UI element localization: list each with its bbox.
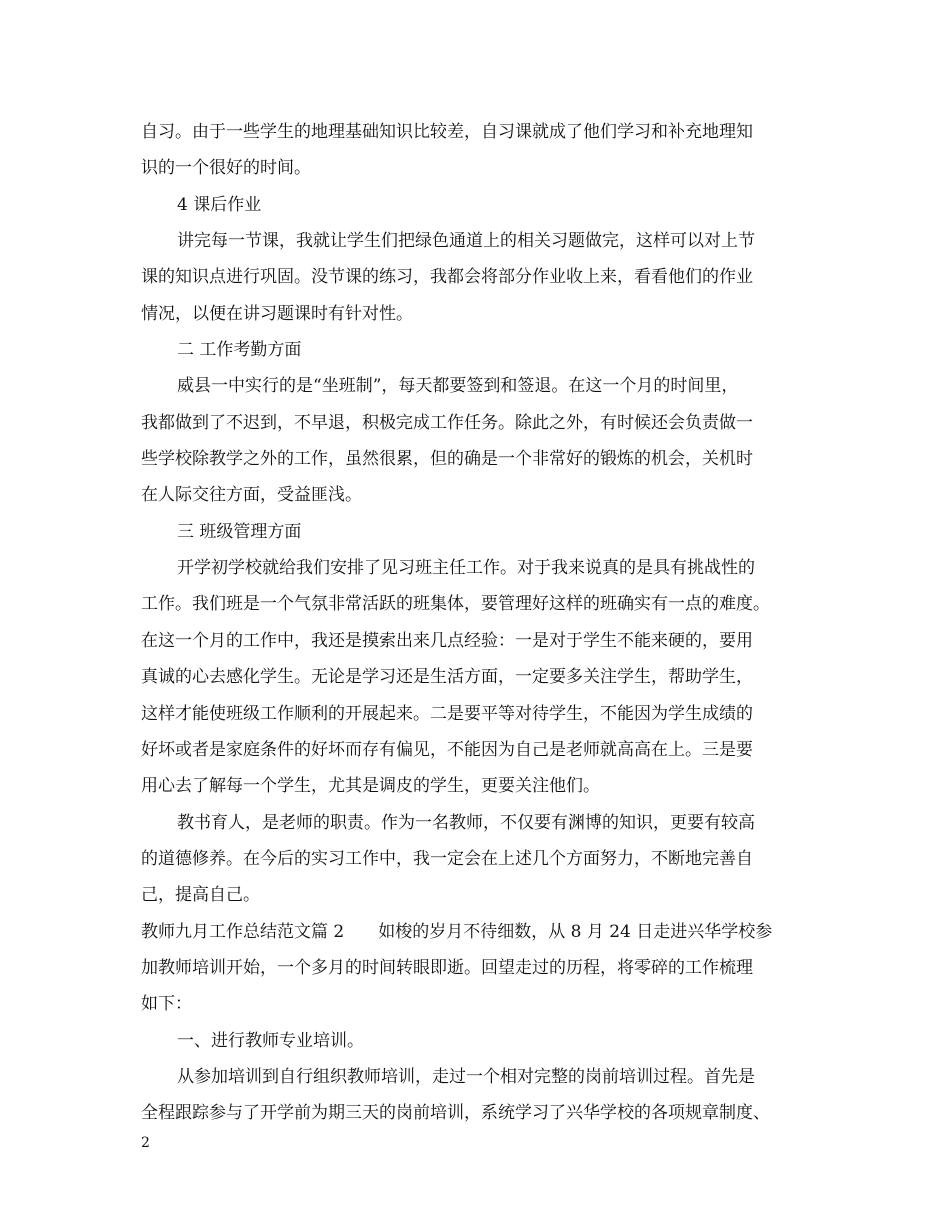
document-body	[141, 114, 821, 1132]
text-line: 情况，以便在讲习题课时有针对性。	[141, 303, 413, 324]
text-line: 从参加培训到自行组织教师培训，走过一个相对完整的岗前培训过程。首先是	[177, 1066, 755, 1087]
text-line: 三 班级管理方面	[177, 521, 302, 542]
text-line: 我都做到了不迟到，不早退，积极完成工作任务。除此之外，有时候还会负责做一	[141, 412, 753, 433]
text-line: 这样才能使班级工作顺利的开展起来。二是要平等对待学生，不能因为学生成绩的	[141, 703, 753, 724]
text-line: 如下：	[141, 994, 192, 1015]
text-line: 二 工作考勤方面	[177, 340, 302, 361]
page-number: 2	[141, 1135, 150, 1151]
text-line: 4 课后作业	[177, 194, 262, 215]
text-line: 课的知识点进行巩固。没节课的练习，我都会将部分作业收上来，看看他们的作业	[141, 267, 753, 288]
text-line: 些学校除教学之外的工作，虽然很累，但的确是一个非常好的锻炼的机会，关机时	[141, 449, 753, 470]
text-line: 教师九月工作总结范文篇 2 如梭的岁月不待细数，从 8 月 24 日走进兴华学校参	[141, 921, 773, 942]
text-line: 自习。由于一些学生的地理基础知识比较差，自习课就成了他们学习和补充地理知	[141, 122, 753, 142]
text-line: 讲完每一节课，我就让学生们把绿色通道上的相关习题做完，这样可以对上节	[177, 231, 755, 252]
text-line: 识的一个很好的时间。	[141, 158, 311, 179]
text-line: 己，提高自己。	[141, 885, 260, 906]
text-line: 真诚的心去感化学生。无论是学习还是生活方面，一定要多关注学生，帮助学生，	[141, 667, 753, 688]
text-line: 全程跟踪参与了开学前为期三天的岗前培训，系统学习了兴华学校的各项规章制度、	[141, 1103, 770, 1124]
text-line: 加教师培训开始，一个多月的时间转眼即逝。回望走过的历程，将零碎的工作梳理	[141, 957, 753, 978]
text-line: 教书育人，是老师的职责。作为一名教师，不仅要有渊博的知识，更要有较高	[177, 812, 755, 833]
text-line: 开学初学校就给我们安排了见习班主任工作。对于我来说真的是具有挑战性的	[177, 558, 755, 579]
text-line: 一、进行教师专业培训。	[177, 1030, 364, 1051]
text-line: 的道德修养。在今后的实习工作中，我一定会在上述几个方面努力，不断地完善自	[141, 848, 753, 869]
text-line: 工作。我们班是一个气氛非常活跃的班集体，要管理好这样的班确实有一点的难度。	[141, 594, 770, 615]
text-line: 在这一个月的工作中，我还是摸索出来几点经验：一是对于学生不能来硬的，要用	[141, 630, 753, 651]
text-line: 在人际交往方面，受益匪浅。	[141, 485, 362, 506]
text-line: 用心去了解每一个学生，尤其是调皮的学生，更要关注他们。	[141, 776, 600, 797]
text-line: 威县一中实行的是“坐班制”，每天都要签到和签退。在这一个月的时间里，	[177, 376, 739, 397]
text-line: 好坏或者是家庭条件的好坏而存有偏见，不能因为自己是老师就高高在上。三是要	[141, 739, 753, 760]
